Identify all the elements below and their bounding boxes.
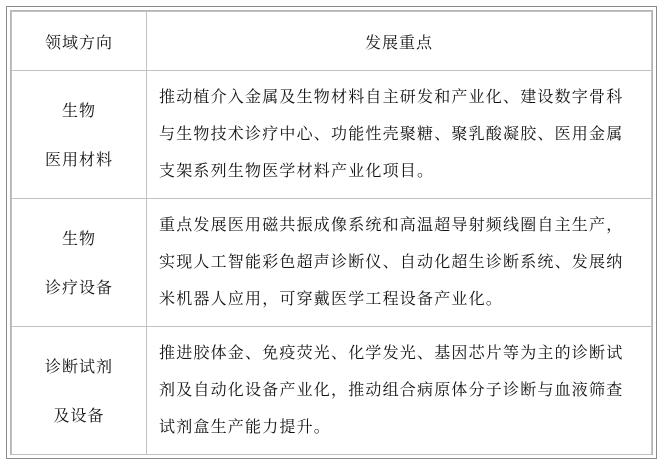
field-line: 诊疗设备 — [44, 277, 113, 297]
focus-line: 推进胶体金、免疫荧光、化学发光、基因芯片等为主的诊断试 — [159, 343, 624, 362]
focus-cell — [147, 199, 652, 327]
header-field-direction: 领域方向 — [12, 12, 147, 71]
table-inner-frame — [10, 10, 653, 455]
focus-line: 米机器人应用，可穿戴医学工程设备产业化。 — [159, 289, 504, 308]
table-outer-frame — [6, 6, 657, 459]
focus-line: 剂及自动化设备产业化，推动组合病原体分子诊断与血液筛查 — [159, 380, 624, 399]
field-cell — [12, 327, 147, 455]
focus-line: 实现人工智能彩色超声诊断仪、自动化超生诊断系统、发展纳 — [159, 252, 624, 271]
field-line: 诊断试剂 — [44, 356, 113, 376]
field-line: 医用材料 — [44, 149, 113, 169]
focus-line: 推动植介入金属及生物材料自主研发和产业化、建设数字骨科 — [159, 87, 624, 106]
header-development-focus: 发展重点 — [147, 12, 652, 71]
field-line: 生物 — [61, 100, 96, 120]
focus-line: 试剂盒生产能力提升。 — [159, 417, 332, 436]
field-cell — [12, 71, 147, 199]
field-cell — [12, 199, 147, 327]
focus-line: 支架系列生物医学材料产业化项目。 — [159, 161, 435, 180]
development-focus-table — [11, 11, 652, 455]
table-row — [12, 71, 652, 199]
focus-line: 与生物技术诊疗中心、功能性壳聚糖、聚乳酸凝胶、医用金属 — [159, 124, 624, 143]
focus-cell — [147, 71, 652, 199]
table-row — [12, 199, 652, 327]
table-header-row — [12, 12, 652, 71]
focus-line: 重点发展医用磁共振成像系统和高温超导射频线圈自主生产， — [159, 215, 624, 234]
field-line: 生物 — [61, 228, 96, 248]
field-line: 及设备 — [53, 405, 105, 425]
table-row — [12, 327, 652, 455]
focus-cell — [147, 327, 652, 455]
